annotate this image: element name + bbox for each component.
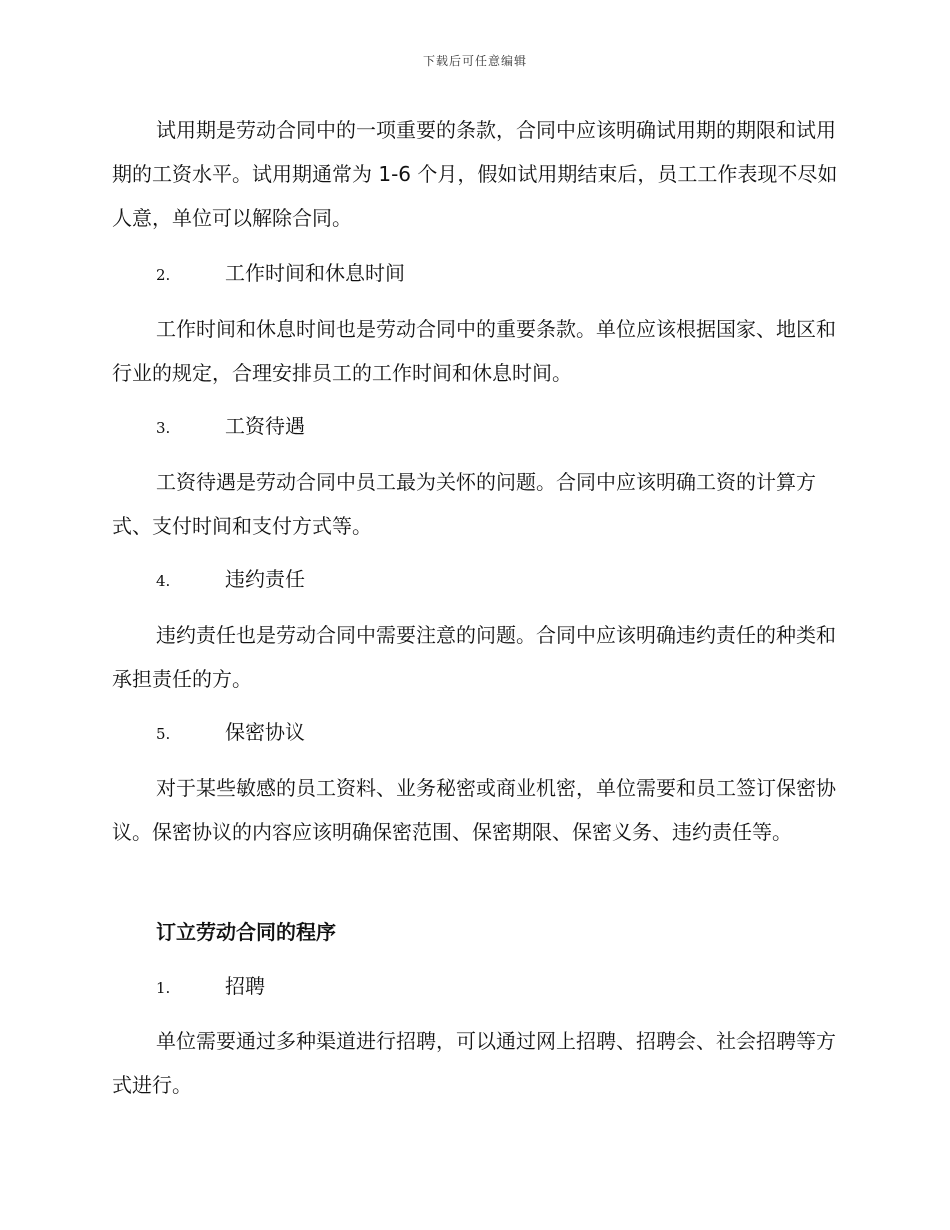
list-item-number: 1. <box>156 979 171 997</box>
list-item-number: 5. <box>156 725 171 743</box>
paragraph-breach: 违约责任也是劳动合同中需要注意的问题。合同中应该明确违约责任的种类和承担责任的方。 <box>112 623 836 691</box>
list-item-title: 招聘 <box>225 974 265 998</box>
list-item-work-hours <box>156 258 405 290</box>
list-item-recruitment <box>156 971 265 1003</box>
list-item-title: 工资待遇 <box>225 414 305 438</box>
paragraph-trial-period: 试用期是劳动合同中的一项重要的条款，合同中应该明确试用期的期限和试用期的工资水平。试用期通常为 1-6 个月，假如试用期结束后，员工工作表现不尽如人意，单位可以解除合同。 <box>112 118 838 230</box>
list-item-wages <box>156 411 305 443</box>
list-item-number: 2. <box>156 266 171 284</box>
paragraph-wages: 工资待遇是劳动合同中员工最为关怀的问题。合同中应该明确工资的计算方式、支付时间和支付方式等。 <box>112 470 816 538</box>
paragraph-work-hours: 工作时间和休息时间也是劳动合同中的重要条款。单位应该根据国家、地区和行业的规定，合理安排员工的工作时间和休息时间。 <box>112 317 836 385</box>
paragraph-confidentiality: 对于某些敏感的员工资料、业务秘密或商业机密，单位需要和员工签订保密协议。保密协议的内容应该明确保密范围、保密期限、保密义务、违约责任等。 <box>112 776 836 844</box>
list-item-number: 3. <box>156 419 171 437</box>
list-item-title: 违约责任 <box>225 567 305 591</box>
section-heading: 订立劳动合同的程序 <box>156 920 336 944</box>
paragraph-recruitment: 单位需要通过多种渠道进行招聘，可以通过网上招聘、招聘会、社会招聘等方式进行。 <box>112 1029 836 1097</box>
list-item-title: 工作时间和休息时间 <box>225 261 405 285</box>
list-item-confidentiality <box>156 717 305 749</box>
list-item-breach <box>156 564 305 596</box>
page-header: 下载后可任意编辑 <box>422 54 527 68</box>
list-item-number: 4. <box>156 572 171 590</box>
list-item-title: 保密协议 <box>225 720 305 744</box>
